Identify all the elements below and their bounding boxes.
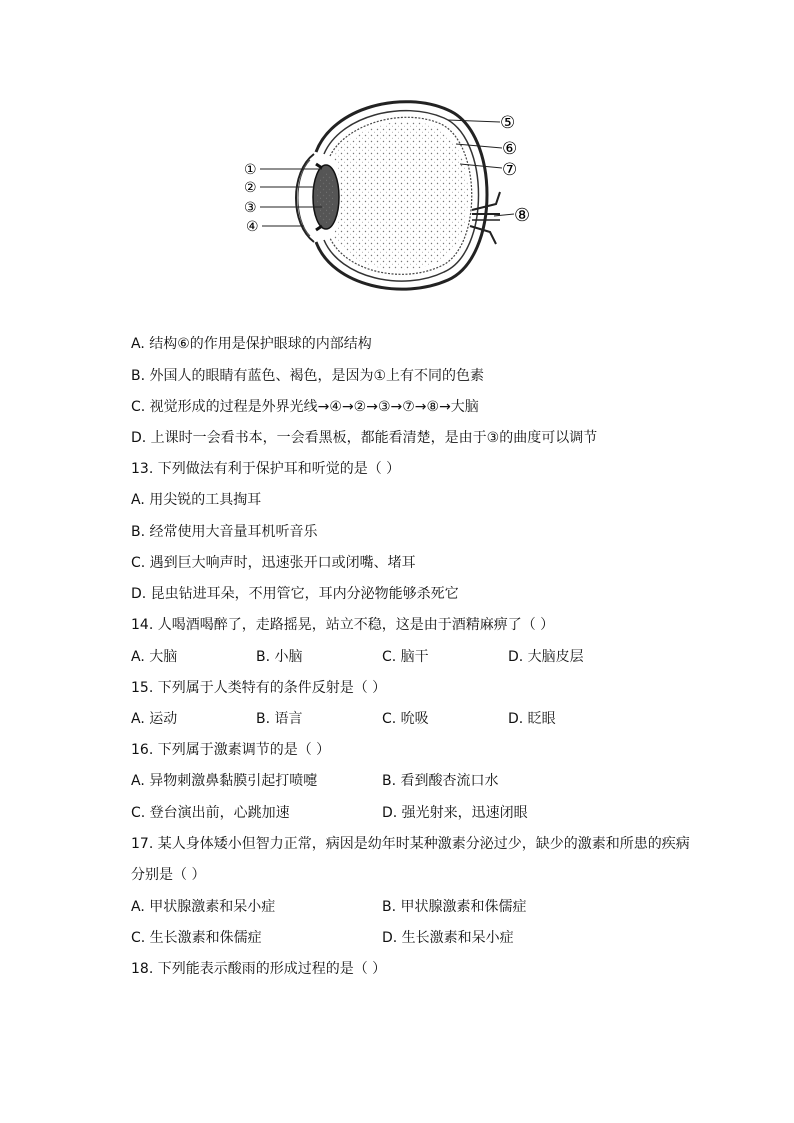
q17-option-d: D. 生长激素和呆小症 xyxy=(382,930,514,946)
q14-option-a: A. 大脑 xyxy=(131,649,178,665)
q15-option-b: B. 语言 xyxy=(256,711,303,727)
label-2: ② xyxy=(244,180,257,196)
q17-option-b: B. 甲状腺激素和侏儒症 xyxy=(382,899,527,915)
q16-option-a: A. 异物刺激鼻黏膜引起打喷嚏 xyxy=(131,773,318,789)
q15-stem: 15. 下列属于人类特有的条件反射是（ ） xyxy=(131,680,387,696)
q17-stem-line2: 分别是（ ） xyxy=(131,867,206,883)
q17-stem-line1: 17. 某人身体矮小但智力正常，病因是幼年时某种激素分泌过少，缺少的激素和所患的疾病 xyxy=(131,836,690,852)
label-8: ⑧ xyxy=(514,205,531,226)
label-3: ③ xyxy=(244,200,257,216)
q13-stem: 13. 下列做法有利于保护耳和听觉的是（ ） xyxy=(131,461,401,477)
q14-option-c: C. 脑干 xyxy=(382,649,429,665)
q15-option-a: A. 运动 xyxy=(131,711,178,727)
label-4: ④ xyxy=(246,219,259,235)
q15-option-c: C. 吮吸 xyxy=(382,711,429,727)
label-1: ① xyxy=(244,162,257,178)
q13-option-d: D. 昆虫钻进耳朵，不用管它，耳内分泌物能够杀死它 xyxy=(131,586,459,602)
vitreous-body xyxy=(333,122,468,270)
label-7: ⑦ xyxy=(502,160,518,180)
q17-option-a: A. 甲状腺激素和呆小症 xyxy=(131,899,276,915)
q16-option-d: D. 强光射来，迅速闭眼 xyxy=(382,805,528,821)
q12-option-c: C. 视觉形成的过程是外界光线→④→②→③→⑦→⑧→大脑 xyxy=(131,399,479,415)
q16-option-c: C. 登台演出前，心跳加速 xyxy=(131,805,290,821)
q14-option-d: D. 大脑皮层 xyxy=(508,649,584,665)
q14-option-b: B. 小脑 xyxy=(256,649,303,665)
q18-stem: 18. 下列能表示酸雨的形成过程的是（ ） xyxy=(131,961,387,977)
q12-option-d: D. 上课时一会看书本，一会看黑板，都能看清楚，是由于③的曲度可以调节 xyxy=(131,430,598,446)
label-5: ⑤ xyxy=(500,113,516,133)
label-6: ⑥ xyxy=(502,139,518,159)
q17-option-c: C. 生长激素和侏儒症 xyxy=(131,930,262,946)
eyeball-illustration xyxy=(238,92,554,300)
q12-option-b: B. 外国人的眼睛有蓝色、褐色，是因为①上有不同的色素 xyxy=(131,368,485,384)
q15-option-d: D. 眨眼 xyxy=(508,711,556,727)
q13-option-b: B. 经常使用大音量耳机听音乐 xyxy=(131,524,318,540)
q16-option-b: B. 看到酸杏流口水 xyxy=(382,773,499,789)
q13-option-a: A. 用尖锐的工具掏耳 xyxy=(131,492,262,508)
q13-option-c: C. 遇到巨大响声时，迅速张开口或闭嘴、堵耳 xyxy=(131,555,416,571)
q14-stem: 14. 人喝酒喝醉了，走路摇晃，站立不稳，这是由于酒精麻痹了（ ） xyxy=(131,617,555,633)
eyeball-diagram xyxy=(238,92,554,300)
q16-stem: 16. 下列属于激素调节的是（ ） xyxy=(131,742,331,758)
q12-option-a: A. 结构⑥的作用是保护眼球的内部结构 xyxy=(131,336,372,352)
